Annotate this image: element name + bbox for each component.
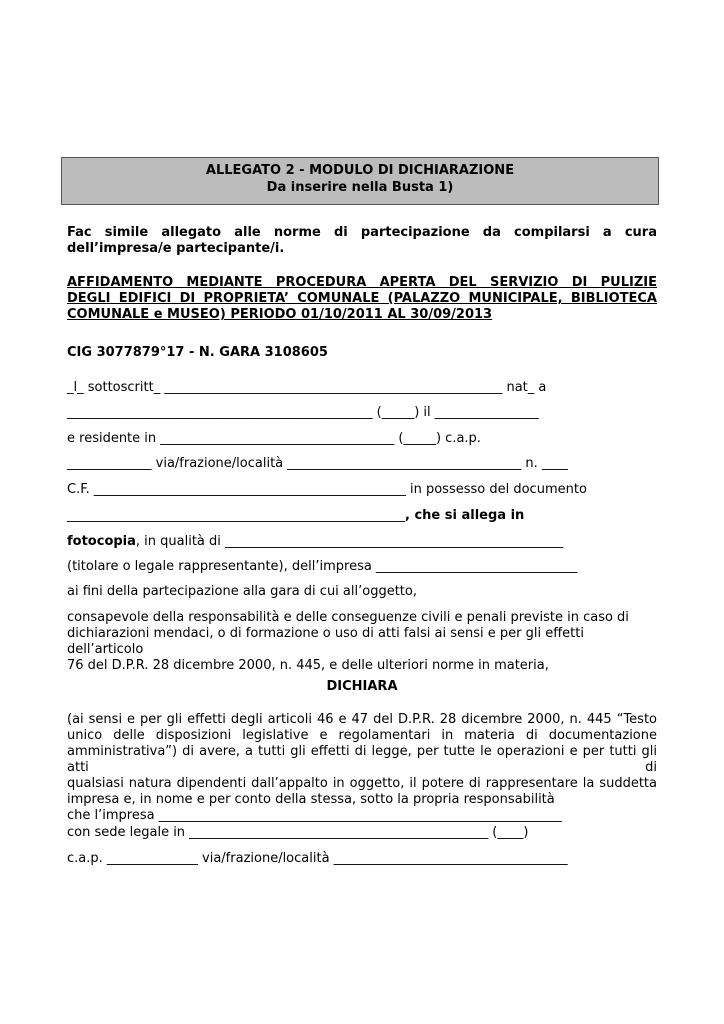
allega-text: , che si allega in bbox=[405, 508, 525, 523]
aware-paragraph bbox=[67, 610, 657, 674]
declaration-line-5: impresa e, in nome e per conto della stessa, sotto la propria responsabilità bbox=[67, 792, 555, 807]
fotocopia-text: fotocopia bbox=[67, 534, 136, 549]
subject-line-1: AFFIDAMENTO MEDIANTE PROCEDURA APERTA DEL SERVIZIO DI PULIZIE bbox=[67, 275, 657, 290]
form-line-indirizzo: _____________ via/frazione/località ____________________________________ n. ____ bbox=[67, 456, 568, 471]
intro-line-2: dell’impresa/e partecipante/i. bbox=[67, 241, 285, 256]
intro-paragraph bbox=[67, 225, 657, 257]
form-line-sottoscritto: _l_ sottoscritt_ ____________________________________________________ nat_ a bbox=[67, 380, 547, 395]
header-box bbox=[61, 157, 659, 205]
form-line-luogo-nascita: _______________________________________________ (_____) il ________________ bbox=[67, 405, 539, 420]
subject-line-3: COMUNALE e MUSEO) PERIODO 01/10/2011 AL 30/09/2013 bbox=[67, 307, 493, 322]
declaration-line-6: che l’impresa ______________________________________________________________ bbox=[67, 808, 562, 823]
subject-line-2: DEGLI EDIFICI DI PROPRIETA’ COMUNALE (PALAZZO MUNICIPALE, BIBLIOTECA bbox=[67, 291, 657, 306]
declaration-line-2: unico delle disposizioni legislative e regolamentari in materia di documentazione bbox=[67, 728, 657, 743]
header-title: ALLEGATO 2 - MODULO DI DICHIARAZIONE bbox=[205, 163, 515, 178]
qualita-text: , in qualità di ____________________________________________________ bbox=[135, 534, 564, 549]
final-line-sede: con sede legale in ______________________________________________ (____) bbox=[67, 825, 529, 840]
final-line-cap: c.a.p. ______________ via/frazione/località ____________________________________ bbox=[67, 851, 568, 866]
form-line-codice-fiscale: C.F. ________________________________________________ in possesso del documento bbox=[67, 482, 587, 497]
declaration-line-4: qualsiasi natura dipendenti dall’appalto in oggetto, il potere di rappresentare la suddetta bbox=[67, 776, 657, 791]
header-subtitle: Da inserire nella Busta 1) bbox=[266, 180, 454, 195]
aware-line-3: 76 del D.P.R. 28 dicembre 2000, n. 445, e delle ulteriori norme in materia, bbox=[67, 658, 549, 673]
aware-line-2: dichiarazioni mendaci, o di formazione o uso di atti falsi ai sensi e per gli effetti dell’articolo bbox=[67, 626, 584, 657]
dichiara-heading: DICHIARA bbox=[326, 679, 398, 694]
form-line-fini: ai fini della partecipazione alla gara di cui all’oggetto, bbox=[67, 584, 417, 599]
form-line-qualita bbox=[67, 534, 657, 550]
form-line-residenza: e residente in ____________________________________ (_____) c.a.p. bbox=[67, 431, 481, 446]
subject-paragraph bbox=[67, 275, 657, 323]
declaration-paragraph bbox=[67, 712, 657, 824]
form-line-documento bbox=[67, 508, 657, 524]
declaration-line-3: amministrativa”) di avere, a tutti gli effetti di legge, per tutte le operazioni e per tutti gli atti di bbox=[67, 744, 657, 775]
aware-line-1: consapevole della responsabilità e delle conseguenze civili e penali previste in caso di bbox=[67, 610, 629, 625]
form-line-impresa: (titolare o legale rappresentante), dell’impresa _______________________________ bbox=[67, 559, 578, 574]
declaration-line-1: (ai sensi e per gli effetti degli articoli 46 e 47 del D.P.R. 28 dicembre 2000, n. 445 “Testo bbox=[67, 712, 657, 727]
cig-line: CIG 3077879°17 - N. GARA 3108605 bbox=[67, 345, 328, 360]
documento-blank: ____________________________________________________ bbox=[67, 508, 405, 523]
intro-line-1: Fac simile allegato alle norme di partecipazione da compilarsi a cura bbox=[67, 225, 657, 240]
